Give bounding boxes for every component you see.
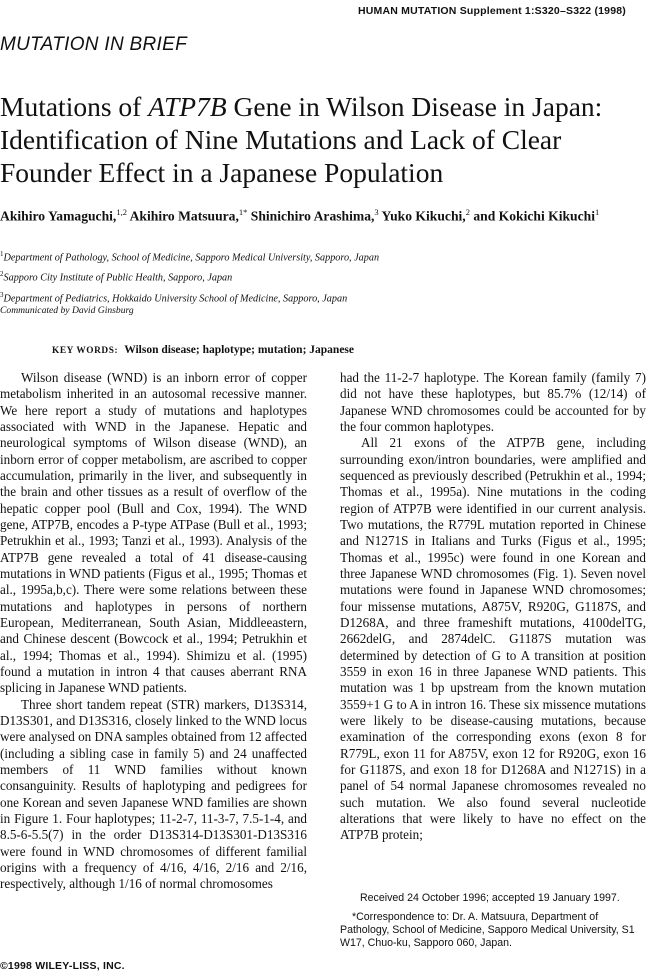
affiliation-text: Sapporo City Institute of Public Health, Sapporo, Japan <box>3 272 233 284</box>
author-affiliation-mark: 1 <box>594 207 600 217</box>
section-label: MUTATION IN BRIEF <box>0 34 188 55</box>
title-gene: ATP7B <box>148 91 227 122</box>
communicated-by: Communicated by David Ginsburg <box>0 305 134 316</box>
affiliation-list <box>0 246 640 307</box>
affiliation <box>0 246 640 266</box>
affiliation-mark: 3 <box>0 290 4 299</box>
affiliation-text: Department of Pediatrics, Hokkaido University School of Medicine, Sapporo, Japan <box>3 293 348 305</box>
affiliation-mark: 2 <box>0 270 4 279</box>
correspondence-note: *Correspondence to: Dr. A. Matsuura, Department of Pathology, School of Medicine, Sapporo Medical University, S1 W17, Chuo-ku, Sapporo 060, Japan. <box>340 911 635 949</box>
affiliation <box>0 266 640 286</box>
body-paragraph: All 21 exons of the ATP7B gene, including surrounding exon/intron boundaries, were amplified and sequenced as previously described (Petrukhin et al., 1994; Thomas et al., 1995a). Nine mutations in the coding region of ATP7B were identified in our current analysis. Two mutations, the R779L mutation reported in Chinese and N1271S in Italians and Turks (Figus et al., 1995; Thomas et al., 1995c) were found in one Korean and three Japanese WND chromosomes (Fig. 1). Seven novel mutations were found in Japanese WND chromosomes; four missense mutations, A875V, R920G, G1187S, and D1268A, and three frameshift mutations, 4100delTG, 2662delG, and 2874delC. G1187S mutation was determined by detection of G to A transition at position 3559 in exon 16 in three Japanese WND patients. This mutation was 1 bp upstream from the known mutation 3559+1 G to A in intron 16. These six missence mutations were likely to be disease-causing mutations, because examination of the corresponding exons (exon 8 for R779L, exon 11 for A875V, exon 12 for R920G, exon 16 for G1187S, and exon 18 for D1268A and N1271S) in a panel of 54 normal Japanese chromosomes revealed no such mutation. We also found several nucleotide alterations that were likely to have no effect on the ATP7B protein; <box>340 435 646 843</box>
author-name: Yuko Kikuchi, <box>378 208 466 224</box>
title-prefix: Mutations of <box>0 91 149 122</box>
journal-header: HUMAN MUTATION Supplement 1:S320–S322 (1998) <box>357 5 626 17</box>
article-title <box>0 90 640 189</box>
author-affiliation-mark: 1* <box>238 207 248 217</box>
copyright-footer: ©1998 WILEY-LISS, INC. <box>0 960 125 972</box>
body-paragraph: Three short tandem repeat (STR) markers, D13S314, D13S301, and D13S316, closely linked to the WND locus were analysed on DNA samples obtained from 12 affected (including a sibling case in family 5) and 24 unaffected members of 11 WND families without known consanguinity. Results of haplotyping and pedigrees for one Korean and seven Japanese WND families are shown in Figure 1. Four haplotypes; 11-2-7, 11-3-7, 7.5-1-4, and 8.5-6-5.5(7) in the order D13S314-D13S301-D13S316 were found in WND chromosomes of different familial origins with a frequency of 4/16, 4/16, 2/16 and 2/16, respectively, although 1/16 of normal chromosomes <box>0 696 308 892</box>
author-name: Shinichiro Arashima, <box>247 208 375 224</box>
received-dates: Received 24 October 1996; accepted 19 January 1997. <box>360 892 620 904</box>
body-column-right <box>340 370 646 844</box>
author-affiliation-mark: 1,2 <box>116 207 127 217</box>
title-suffix: Gene in Wilson Disease in Japan: Identification of Nine Mutations and Lack of Clear Founder Effect in a Japanese Population <box>0 91 603 188</box>
author-name: Akihiro Yamaguchi, <box>0 208 117 224</box>
keywords-label: KEY WORDS: <box>52 346 119 356</box>
author-name: Akihiro Matsuura, <box>126 208 239 224</box>
affiliation-text: Department of Pathology, School of Medicine, Sapporo Medical University, Sapporo, Japan <box>3 252 380 264</box>
article-notes <box>340 892 646 950</box>
author-list <box>0 204 630 225</box>
author-affiliation-mark: 2 <box>465 207 470 217</box>
keywords-text: Wilson disease; haplotype; mutation; Japanese <box>124 344 354 356</box>
body-paragraph: Wilson disease (WND) is an inborn error of copper metabolism inherited in an autosomal recessive manner. We here report a study of mutations and haplotypes associated with WND in the Japanese. Hepatic and neurological symptoms of Wilson disease (WND), an inborn error of copper metabolism, are ascribed to copper accumulation, primarily in the liver, and subsequently in the brain and other tissues as a result of overflow of the hepatic copper pool (Bull and Cox, 1994). The WND gene, ATP7B, encodes a P-type ATPase (Bull et al., 1993; Petrukhin et al., 1993; Tanzi et al., 1993). Analysis of the ATP7B gene revealed a total of 41 disease-causing mutations in WND patients (Figus et al., 1995; Thomas et al., 1995a,b,c). There were some relations between these mutations and haplotypes in persons of northern European, Mediterranean, South Asian, Middleeastern, and Chinese descent (Bowcock et al., 1994; Petrukhin et al., 1994; Thomas et al., 1994). Shimizu et al. (1995) found a mutation in intron 4 that causes aberrant RNA splicing in Japanese WND patients. <box>0 370 307 696</box>
body-paragraph: had the 11-2-7 haplotype. The Korean family (family 7) did not have these haplotypes, but 85.7% (12/14) of Japanese WND chromosomes could be accounted for by the four common haplotypes. <box>340 370 646 434</box>
author-affiliation-mark: 3 <box>374 207 379 217</box>
author-name: and Kokichi Kikuchi <box>469 208 595 224</box>
keywords <box>52 344 354 356</box>
affiliation-mark: 1 <box>0 250 4 258</box>
body-column-left <box>0 370 307 893</box>
